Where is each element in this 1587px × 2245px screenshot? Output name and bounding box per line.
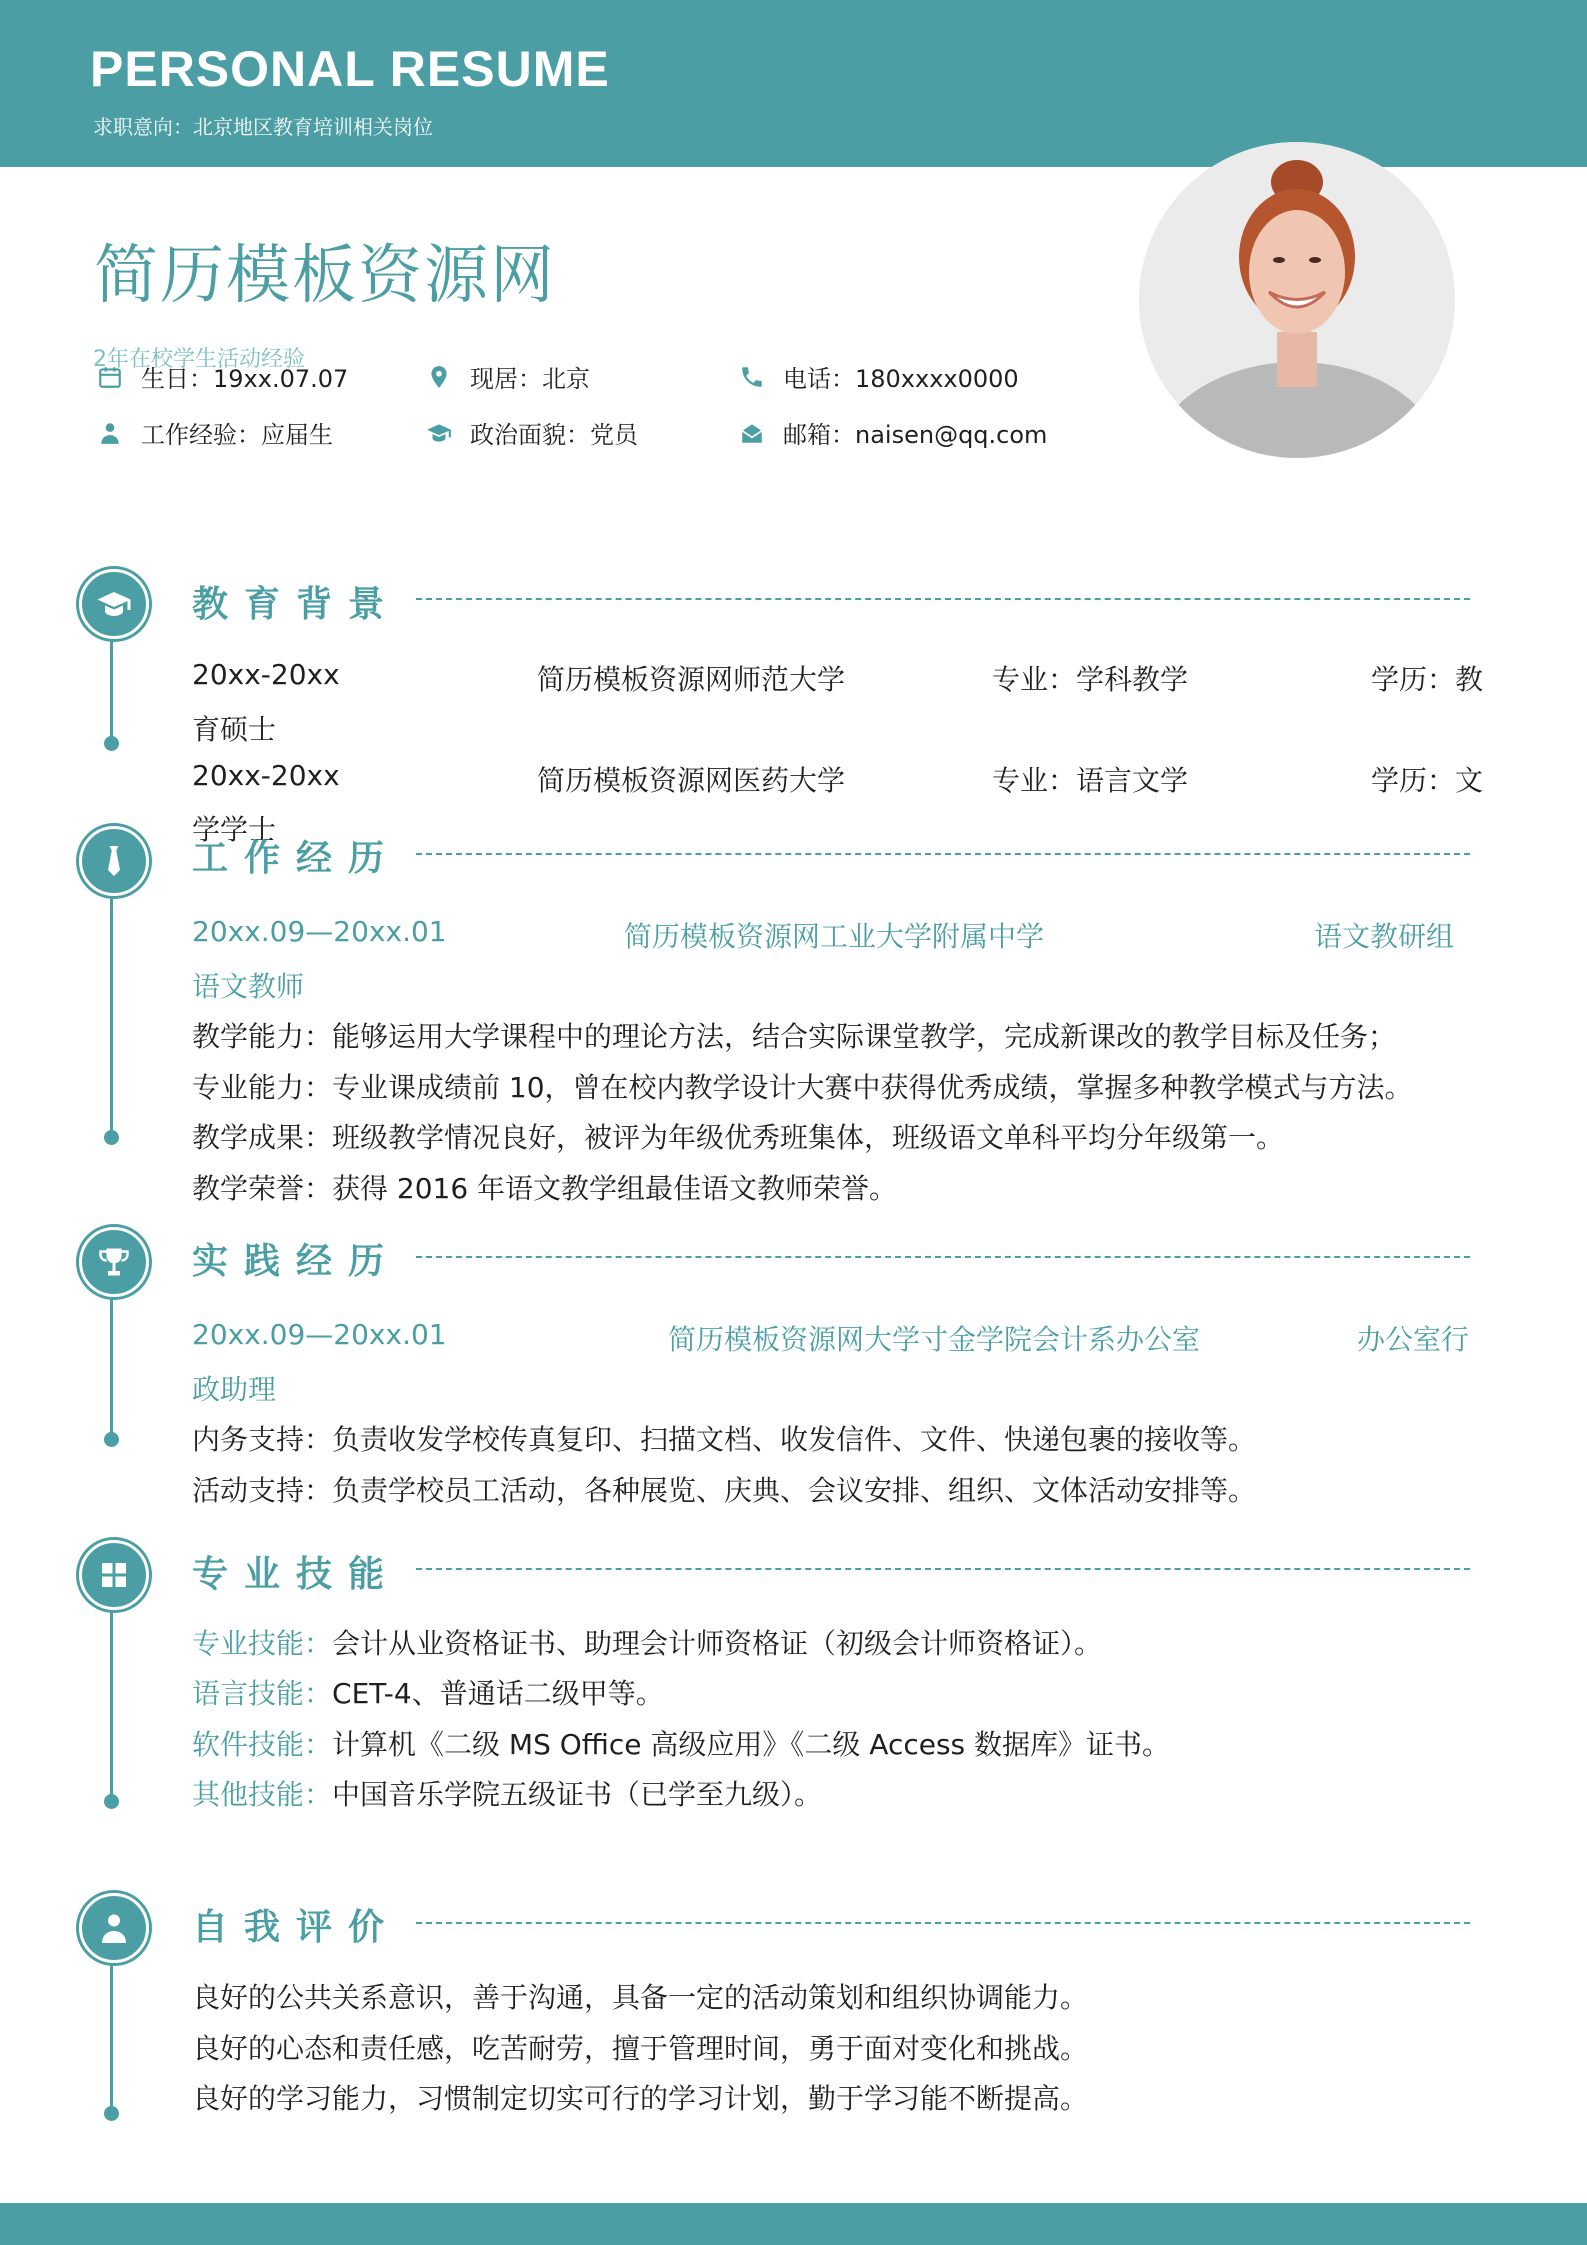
- edu2-degree: 学历：文: [1371, 764, 1484, 797]
- practice-role: 办公室行: [1357, 1323, 1470, 1356]
- work-line: 专业能力：专业课成绩前 10，曾在校内教学设计大赛中获得优秀成绩，掌握多种教学模式与方法。: [192, 1071, 1413, 1104]
- practice-org: 简历模板资源网大学寸金学院会计系办公室: [668, 1323, 1201, 1356]
- work-period: 20xx.09—20xx.01: [192, 915, 447, 948]
- edu1-major: 专业：学科教学: [992, 663, 1189, 696]
- work-org: 简历模板资源网工业大学附属中学: [624, 920, 1045, 953]
- job-intent: 求职意向：北京地区教育培训相关岗位: [93, 115, 433, 139]
- timeline-dot: [104, 1432, 119, 1447]
- location-icon: [424, 362, 454, 392]
- footer-banner: [0, 2203, 1587, 2245]
- timeline-dot: [104, 2106, 119, 2121]
- timeline-line-work: [110, 888, 113, 1133]
- practice-section-icon: [79, 1227, 149, 1297]
- user-icon: [95, 418, 125, 448]
- location-text: 现居：北京: [470, 365, 590, 393]
- work-title: 工作经历: [192, 838, 401, 879]
- work-line: 教学能力：能够运用大学课程中的理论方法，结合实际课堂教学，完成新课改的教学目标及任务；: [192, 1020, 1397, 1053]
- profile-photo: [1139, 142, 1455, 458]
- experience-tag: 2年在校学生活动经验: [93, 347, 305, 372]
- self-eval-line: 良好的学习能力，习惯制定切实可行的学习计划，勤于学习能不断提高。: [192, 2082, 1089, 2115]
- self-eval-line: 良好的心态和责任感，吃苦耐劳，擅于管理时间，勇于面对变化和挑战。: [192, 2032, 1089, 2065]
- phone-text: 电话：180xxxx0000: [783, 365, 1019, 393]
- timeline-line-education: [110, 630, 113, 740]
- timeline-dot: [104, 1794, 119, 1809]
- edu2-degree-wrap: 学学士: [192, 813, 277, 846]
- info-phone: [737, 359, 1019, 394]
- political-text: 政治面貌：党员: [470, 421, 638, 449]
- edu1-degree: 学历：教: [1371, 663, 1484, 696]
- section-divider: [416, 1568, 1470, 1570]
- edu1-school: 简历模板资源网师范大学: [537, 663, 846, 696]
- info-email: [737, 415, 1047, 450]
- work-exp-text: 工作经验：应届生: [141, 421, 333, 449]
- education-section-icon: [79, 569, 149, 639]
- self-eval-section-icon: [79, 1893, 149, 1963]
- email-text: 邮箱：naisen@qq.com: [783, 421, 1048, 449]
- skills-section-icon: [79, 1540, 149, 1610]
- skill-item: [192, 1773, 822, 1813]
- work-line: 教学成果：班级教学情况良好，被评为年级优秀班集体，班级语文单科平均分年级第一。: [192, 1121, 1285, 1154]
- practice-period: 20xx.09—20xx.01: [192, 1318, 447, 1351]
- user-icon: [96, 1910, 132, 1946]
- practice-line: 活动支持：负责学校员工活动，各种展览、庆典、会议安排、组织、文体活动安排等。: [192, 1474, 1257, 1507]
- info-birth: [95, 359, 348, 394]
- tie-icon: [96, 843, 132, 879]
- info-location: [424, 359, 590, 394]
- timeline-dot: [104, 1130, 119, 1145]
- skill-label: 语言技能：: [192, 1677, 333, 1710]
- skill-text: CET-4、普通话二级甲等。: [332, 1677, 664, 1710]
- skill-text: 会计从业资格证书、助理会计师资格证（初级会计师资格证）。: [332, 1627, 1103, 1660]
- practice-title: 实践经历: [192, 1241, 401, 1282]
- timeline-dot: [104, 736, 119, 751]
- edu1-degree-wrap: 育硕士: [192, 713, 277, 746]
- work-section-icon: [79, 826, 149, 896]
- education-title: 教育背景: [192, 584, 401, 625]
- skill-item: [192, 1672, 664, 1712]
- phone-icon: [737, 362, 767, 392]
- timeline-line-self-eval: [110, 1955, 113, 2110]
- self-eval-title: 自我评价: [192, 1907, 401, 1948]
- info-work-exp: [95, 415, 333, 450]
- skills-title: 专业技能: [192, 1554, 401, 1595]
- skill-item: [192, 1723, 1170, 1763]
- candidate-name: 简历模板资源网: [94, 239, 556, 313]
- graduation-cap-icon: [424, 418, 454, 448]
- practice-role-wrap: 政助理: [192, 1373, 277, 1406]
- trophy-icon: [96, 1244, 132, 1280]
- resume-title: PERSONAL RESUME: [90, 41, 610, 97]
- timeline-line-practice: [110, 1290, 113, 1435]
- work-dept: 语文教研组: [1314, 920, 1455, 953]
- windows-icon: [96, 1557, 132, 1593]
- timeline-line-skills: [110, 1602, 113, 1797]
- skill-label: 专业技能：: [192, 1627, 333, 1660]
- calendar-icon: [95, 362, 125, 392]
- graduation-cap-icon: [96, 586, 132, 622]
- skill-text: 中国音乐学院五级证书（已学至九级）。: [332, 1778, 823, 1811]
- skill-label: 其他技能：: [192, 1778, 333, 1811]
- edu1-period: 20xx-20xx: [192, 658, 340, 691]
- self-eval-line: 良好的公共关系意识，善于沟通，具备一定的活动策划和组织协调能力。: [192, 1981, 1089, 2014]
- skill-item: [192, 1622, 1102, 1662]
- birth-text: 生日：19xx.07.07: [141, 365, 349, 393]
- edu2-period: 20xx-20xx: [192, 759, 340, 792]
- section-divider: [416, 1256, 1470, 1258]
- skill-text: 计算机《二级 MS Office 高级应用》《二级 Access 数据库》证书。: [332, 1728, 1171, 1761]
- skill-label: 软件技能：: [192, 1728, 333, 1761]
- edu2-major: 专业：语言文学: [992, 764, 1189, 797]
- mail-icon: [737, 418, 767, 448]
- work-line: 教学荣誉：获得 2016 年语文教学组最佳语文教师荣誉。: [192, 1172, 898, 1205]
- info-political: [424, 415, 638, 450]
- edu2-school: 简历模板资源网医药大学: [537, 764, 846, 797]
- work-role: 语文教师: [192, 970, 305, 1003]
- section-divider: [416, 1922, 1470, 1924]
- practice-line: 内务支持：负责收发学校传真复印、扫描文档、收发信件、文件、快递包裹的接收等。: [192, 1423, 1257, 1456]
- section-divider: [416, 853, 1470, 855]
- section-divider: [416, 598, 1470, 600]
